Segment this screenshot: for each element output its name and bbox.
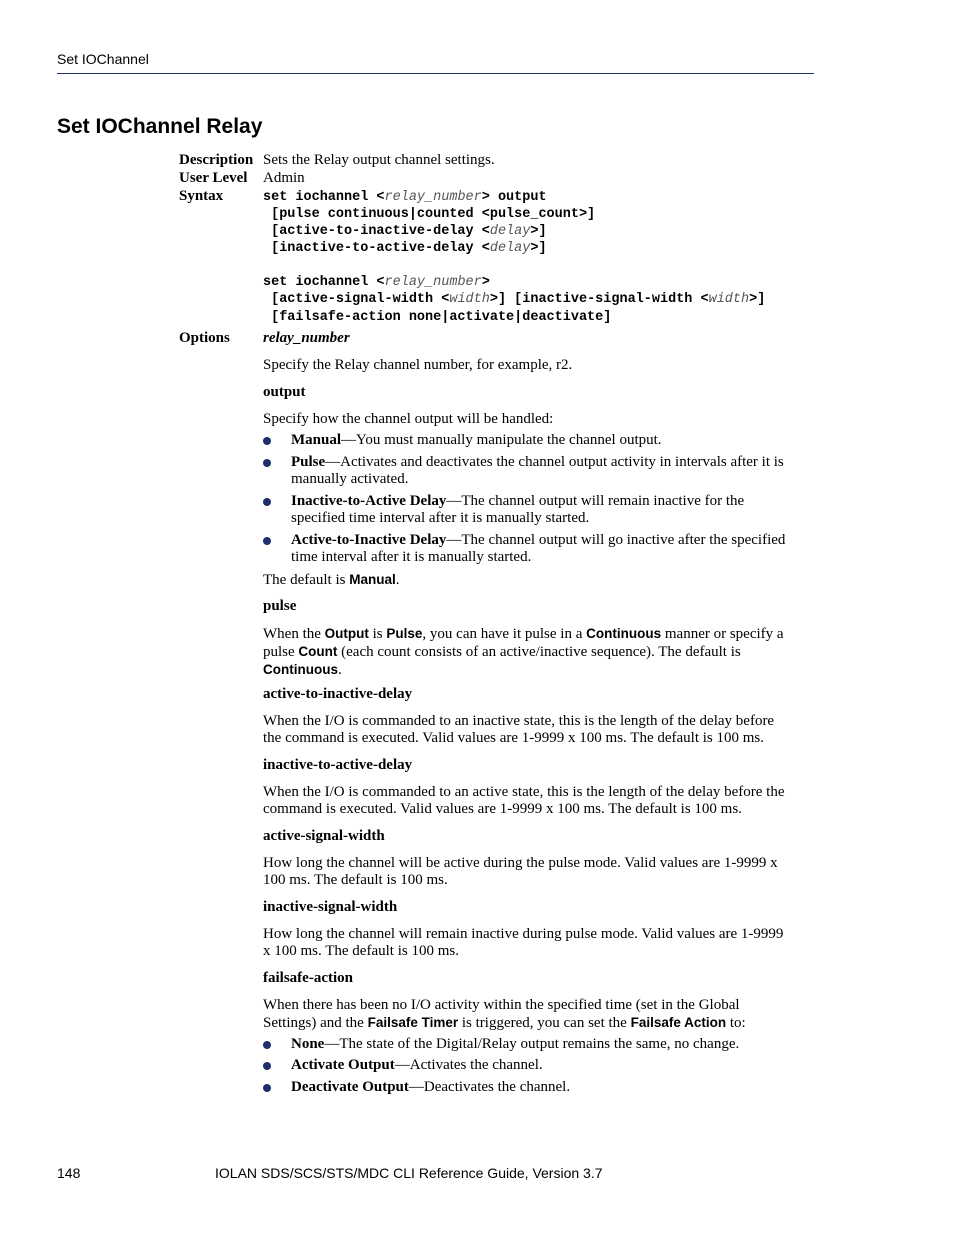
footer-title: IOLAN SDS/SCS/STS/MDC CLI Reference Guide, Version 3.7 bbox=[215, 1165, 603, 1181]
syntax-line: [active-signal-width <width>] [inactive-signal-width <width>] bbox=[263, 292, 766, 307]
option-text: When the I/O is commanded to an inactive state, this is the length of the delay before the command is executed. Valid values are 1-9999 x 100 ms. The default is 100 ms. bbox=[263, 713, 775, 746]
bullet-item: Pulse—Activates and deactivates the channel output activity in intervals after it is manually activated. bbox=[291, 454, 784, 487]
option-text: Specify the Relay channel number, for example, r2. bbox=[263, 357, 573, 373]
option-heading: failsafe-action bbox=[263, 970, 353, 986]
option-heading: output bbox=[263, 384, 306, 400]
bullet-icon bbox=[263, 1084, 271, 1092]
option-heading: inactive-to-active-delay bbox=[263, 757, 413, 773]
bullet-icon bbox=[263, 459, 271, 467]
syntax-line: [inactive-to-active-delay <delay>] bbox=[263, 241, 547, 256]
syntax-line: [pulse continuous|counted <pulse_count>] bbox=[263, 207, 596, 222]
syntax-line: [failsafe-action none|activate|deactivate] bbox=[263, 310, 612, 325]
option-text: Specify how the channel output will be handled: bbox=[263, 411, 554, 427]
bullet-item: Activate Output—Activates the channel. bbox=[291, 1057, 543, 1073]
options-label: Options bbox=[179, 330, 230, 346]
bullet-icon bbox=[263, 537, 271, 545]
bullet-item: Active-to-Inactive Delay—The channel output will go inactive after the specified time interval after it is manually started. bbox=[291, 532, 786, 565]
syntax-label: Syntax bbox=[179, 188, 224, 204]
bullet-icon bbox=[263, 498, 271, 506]
bullet-item: Deactivate Output—Deactivates the channel. bbox=[291, 1079, 571, 1095]
user-level-text: Admin bbox=[263, 170, 305, 186]
user-level-label: User Level bbox=[179, 170, 248, 186]
option-text: When the Output is Pulse, you can have it pulse in a Continuous manner or specify a pulse Count (each count consists of an active/inactive sequence). The default is Continuous. bbox=[263, 626, 784, 678]
bullet-icon bbox=[263, 1041, 271, 1049]
option-text: How long the channel will remain inactive during pulse mode. Valid values are 1-9999 x 100 ms. The default is 100 ms. bbox=[263, 926, 784, 959]
option-heading: pulse bbox=[263, 598, 297, 614]
option-heading: inactive-signal-width bbox=[263, 899, 398, 915]
option-heading: active-to-inactive-delay bbox=[263, 686, 413, 702]
page-number: 148 bbox=[57, 1165, 81, 1181]
bullet-icon bbox=[263, 1062, 271, 1070]
description-label: Description bbox=[179, 152, 254, 168]
bullet-item: None—The state of the Digital/Relay output remains the same, no change. bbox=[291, 1036, 740, 1052]
syntax-line: set iochannel <relay_number> bbox=[263, 275, 490, 290]
page-title: Set IOChannel Relay bbox=[57, 115, 263, 138]
option-text: When the I/O is commanded to an active state, this is the length of the delay before the command is executed. Valid values are 1-9999 x 100 ms. The default is 100 ms. bbox=[263, 784, 785, 817]
option-text: When there has been no I/O activity within the specified time (set in the Global Settings) and the Failsafe Timer is triggered, you can set the Failsafe Action to: bbox=[263, 997, 746, 1031]
option-heading: active-signal-width bbox=[263, 828, 385, 844]
syntax-line: set iochannel <relay_number> output bbox=[263, 190, 547, 205]
syntax-line: [active-to-inactive-delay <delay>] bbox=[263, 224, 547, 239]
header-rule bbox=[57, 73, 814, 74]
running-header: Set IOChannel bbox=[57, 51, 149, 67]
option-text: How long the channel will be active during the pulse mode. Valid values are 1-9999 x 100 ms. The default is 100 ms. bbox=[263, 855, 778, 888]
bullet-item: Inactive-to-Active Delay—The channel output will remain inactive for the specified time interval after it is manually started. bbox=[291, 493, 745, 526]
bullet-item: Manual—You must manually manipulate the channel output. bbox=[291, 432, 662, 448]
bullet-icon bbox=[263, 437, 271, 445]
option-heading: relay_number bbox=[263, 330, 350, 346]
description-text: Sets the Relay output channel settings. bbox=[263, 152, 495, 168]
option-text: The default is Manual. bbox=[263, 572, 400, 588]
